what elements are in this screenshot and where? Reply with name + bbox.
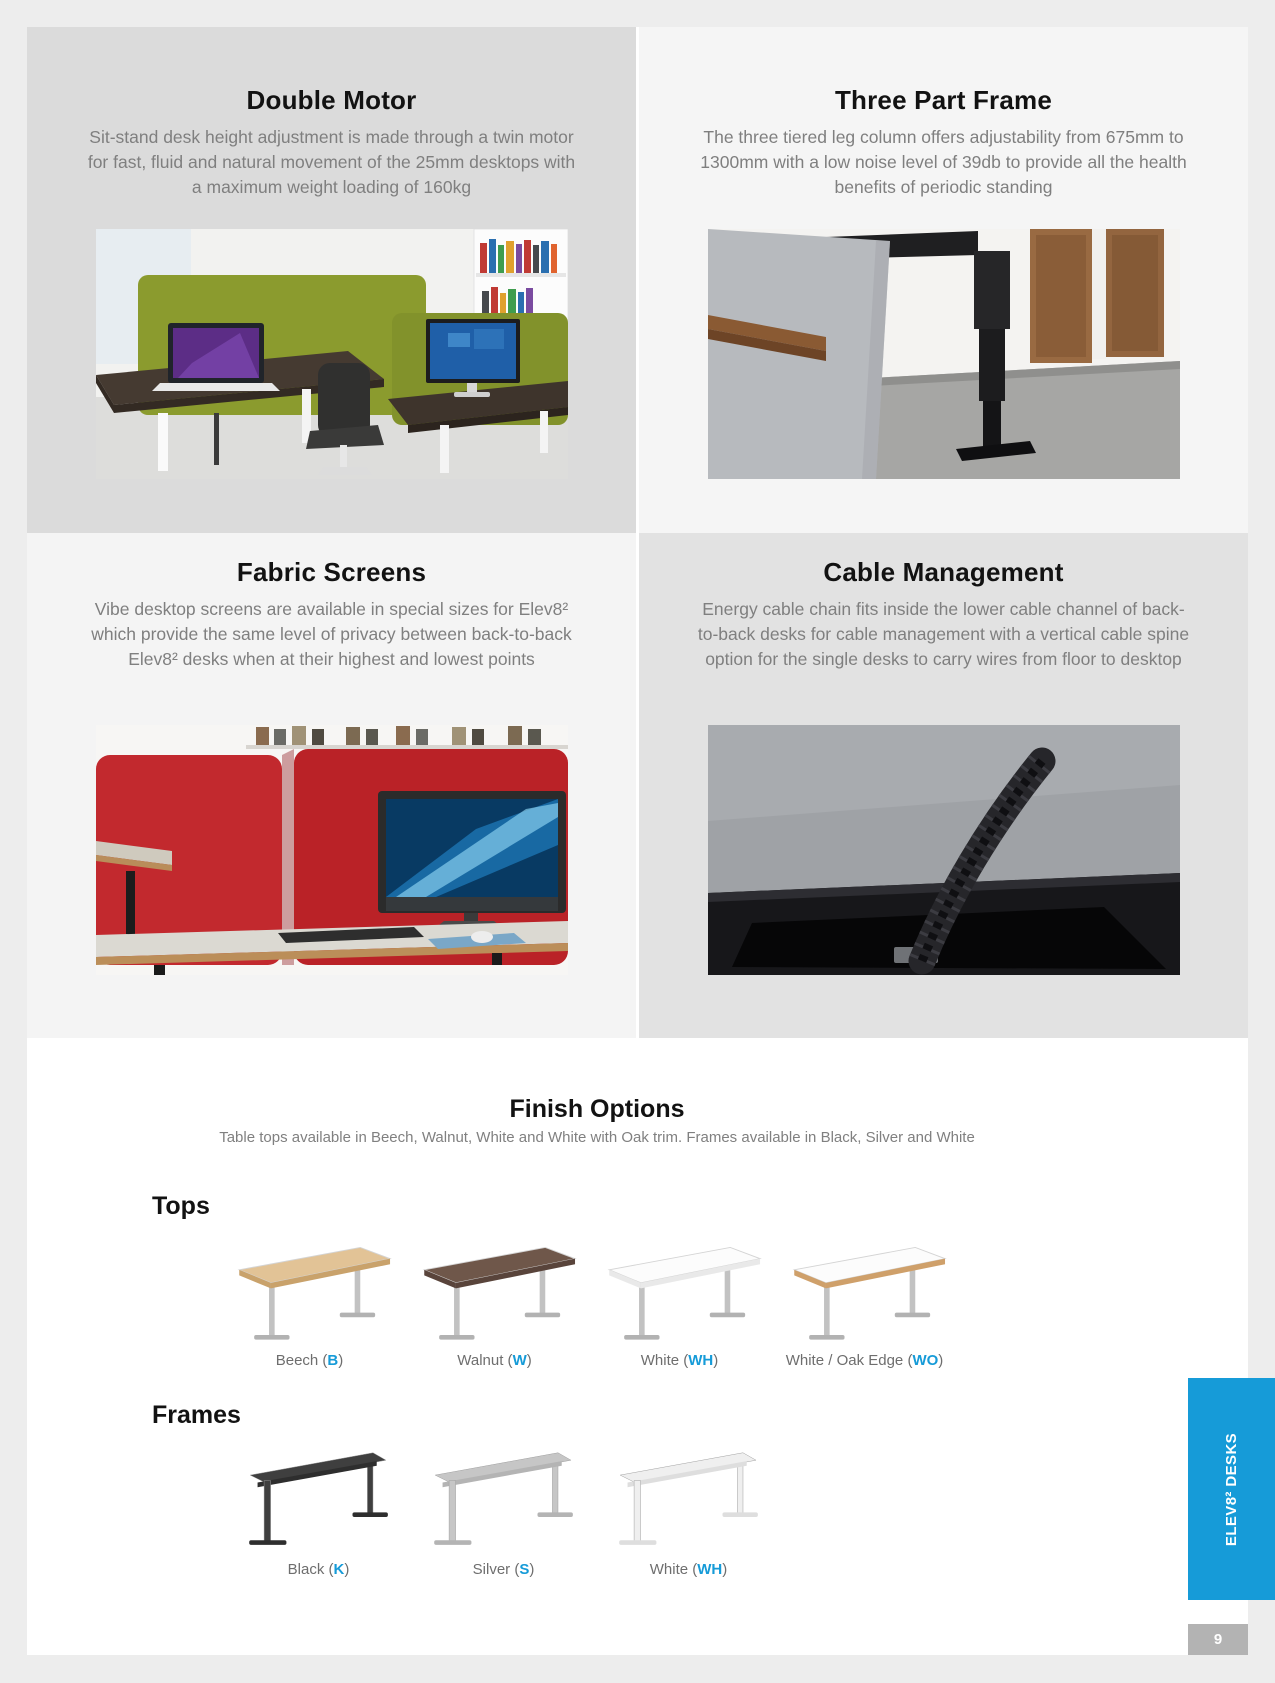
feature-title: Double Motor <box>246 85 417 115</box>
section-side-tab-label: ELEV8² DESKS <box>1223 1432 1241 1546</box>
feature-body: Sit-stand desk height adjustment is made through a twin motor for fast, fluid and natural movement of the 25mm desktops with a maximum weight loading of 160kg <box>87 127 576 198</box>
three-part-frame-photo <box>708 229 1180 479</box>
tops-row <box>217 1227 1167 1369</box>
page-number-badge: 9 <box>1188 1624 1248 1655</box>
top-option-beech <box>217 1227 402 1369</box>
top-option-label: White (WH) <box>640 1352 719 1369</box>
fabric-screens-photo <box>96 725 568 975</box>
feature-body: Energy cable chain fits inside the lower cable channel of back-to-back desks for cable management with a vertical cable spine option for the single desks to carry wires from floor to desktop <box>697 599 1190 670</box>
top-option-label: Walnut (W) <box>457 1352 532 1369</box>
double-motor-photo <box>96 229 568 479</box>
feature-grid <box>27 27 1248 1038</box>
top-option-label: White / Oak Edge (WO) <box>785 1352 944 1369</box>
page-content <box>27 27 1248 1655</box>
feature-fabric-screens <box>27 533 636 1038</box>
desk-top-illustration <box>411 1227 579 1348</box>
feature-title: Cable Management <box>823 557 1064 587</box>
feature-title: Three Part Frame <box>834 85 1053 115</box>
feature-double-motor <box>27 27 636 533</box>
frame-option-black <box>226 1436 411 1578</box>
frames-row <box>226 1436 1167 1578</box>
feature-body: Vibe desktop screens are available in special sizes for Elev8² which provide the same level of privacy between back-to-back Elev8² desks when at their highest and lowest points <box>91 599 572 670</box>
desk-top-illustration <box>596 1227 764 1348</box>
frame-option-label: Black (K) <box>287 1561 350 1578</box>
finish-options-title: Finish Options <box>509 1095 685 1123</box>
desk-frame-illustration <box>420 1436 588 1557</box>
section-side-tab <box>1188 1378 1275 1600</box>
frames-heading: Frames <box>152 1401 241 1429</box>
desk-frame-illustration <box>605 1436 773 1557</box>
top-option-white <box>587 1227 772 1369</box>
feature-title: Fabric Screens <box>236 557 427 587</box>
finish-options-section <box>27 1095 1167 1578</box>
top-option-white-oak-edge <box>772 1227 957 1369</box>
feature-body: The three tiered leg column offers adjustability from 675mm to 1300mm with a low noise level of 39db to provide all the health benefits of periodic standing <box>700 127 1187 198</box>
desk-top-illustration <box>781 1227 949 1348</box>
cable-management-photo <box>708 725 1180 975</box>
desk-frame-illustration <box>235 1436 403 1557</box>
finish-options-subtitle: Table tops available in Beech, Walnut, White and White with Oak trim. Frames available in Black, Silver and White <box>219 1129 975 1146</box>
feature-cable-management <box>639 533 1248 1038</box>
desk-top-illustration <box>226 1227 394 1348</box>
frame-option-silver <box>411 1436 596 1578</box>
frame-option-white <box>596 1436 781 1578</box>
frame-option-label: White (WH) <box>649 1561 728 1578</box>
frame-option-label: Silver (S) <box>472 1561 535 1578</box>
top-option-walnut <box>402 1227 587 1369</box>
feature-three-part-frame <box>639 27 1248 533</box>
tops-heading: Tops <box>152 1192 210 1220</box>
top-option-label: Beech (B) <box>275 1352 344 1369</box>
